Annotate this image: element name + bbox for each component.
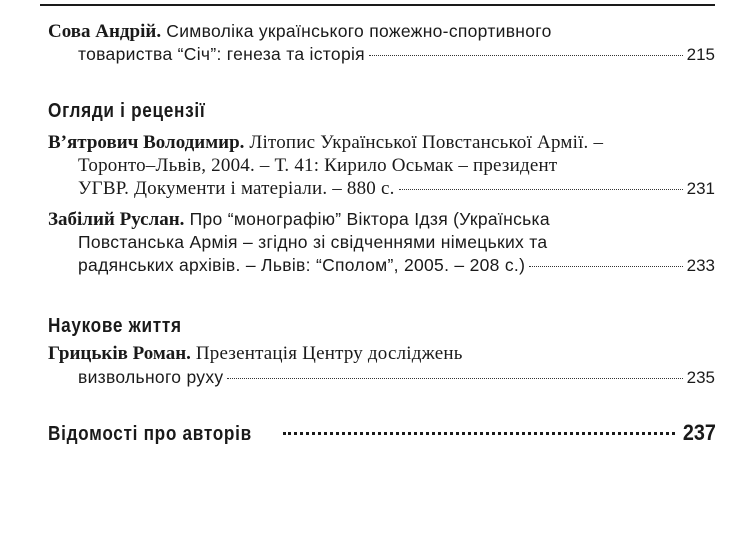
section-heading-reviews: Огляди і рецензії (48, 100, 206, 122)
dot-leader (369, 55, 683, 56)
entry-title-line: Торонто–Львів, 2004. – Т. 41: Кирило Осьмак – президент (78, 155, 558, 176)
section-heading-science: Наукове життя (48, 315, 182, 337)
entry-title-line: Літопис Української Повстанської Армії. – (244, 132, 604, 153)
entry-page-number: 235 (686, 368, 715, 387)
entry-title-line: Про “монографію” Віктора Ідзя (Українська (184, 209, 550, 229)
entry-author: Забілий Руслан. (48, 209, 185, 230)
entry-title-line: Повстанська Армія – згідно зі свідченнями німецьких та (78, 232, 548, 252)
entry-author: Сова Андрій. (48, 21, 162, 42)
entry-title-line: Символіка українського пожежно-спортивного (161, 21, 552, 41)
entry-page-number: 233 (686, 256, 715, 275)
entry-page-number: 231 (686, 179, 715, 198)
entry-page-number: 215 (686, 45, 715, 64)
dot-leader (529, 266, 682, 267)
final-entry-page-number: 237 (683, 420, 717, 445)
entry-title-line: товариства “Січ”: генеза та історія (78, 44, 365, 64)
entry-author: Грицьків Роман. (48, 343, 191, 364)
dot-leader (399, 189, 683, 190)
entry-title-line: УГВР. Документи і матеріали. – 880 с. (78, 178, 395, 199)
entry-author: В’ятрович Володимир. (48, 132, 245, 153)
entry-title-line: визвольного руху (78, 367, 224, 387)
entry-title-line: радянських архівів. – Львів: “Сполом”, 2005. – 208 с.) (78, 255, 526, 275)
dot-leader (283, 432, 675, 435)
final-entry-title: Відомості про авторів (48, 423, 252, 445)
dot-leader (227, 378, 682, 379)
entry-title-line: Презентація Центру досліджень (190, 343, 463, 364)
toc-entry-authors-info (48, 420, 718, 446)
